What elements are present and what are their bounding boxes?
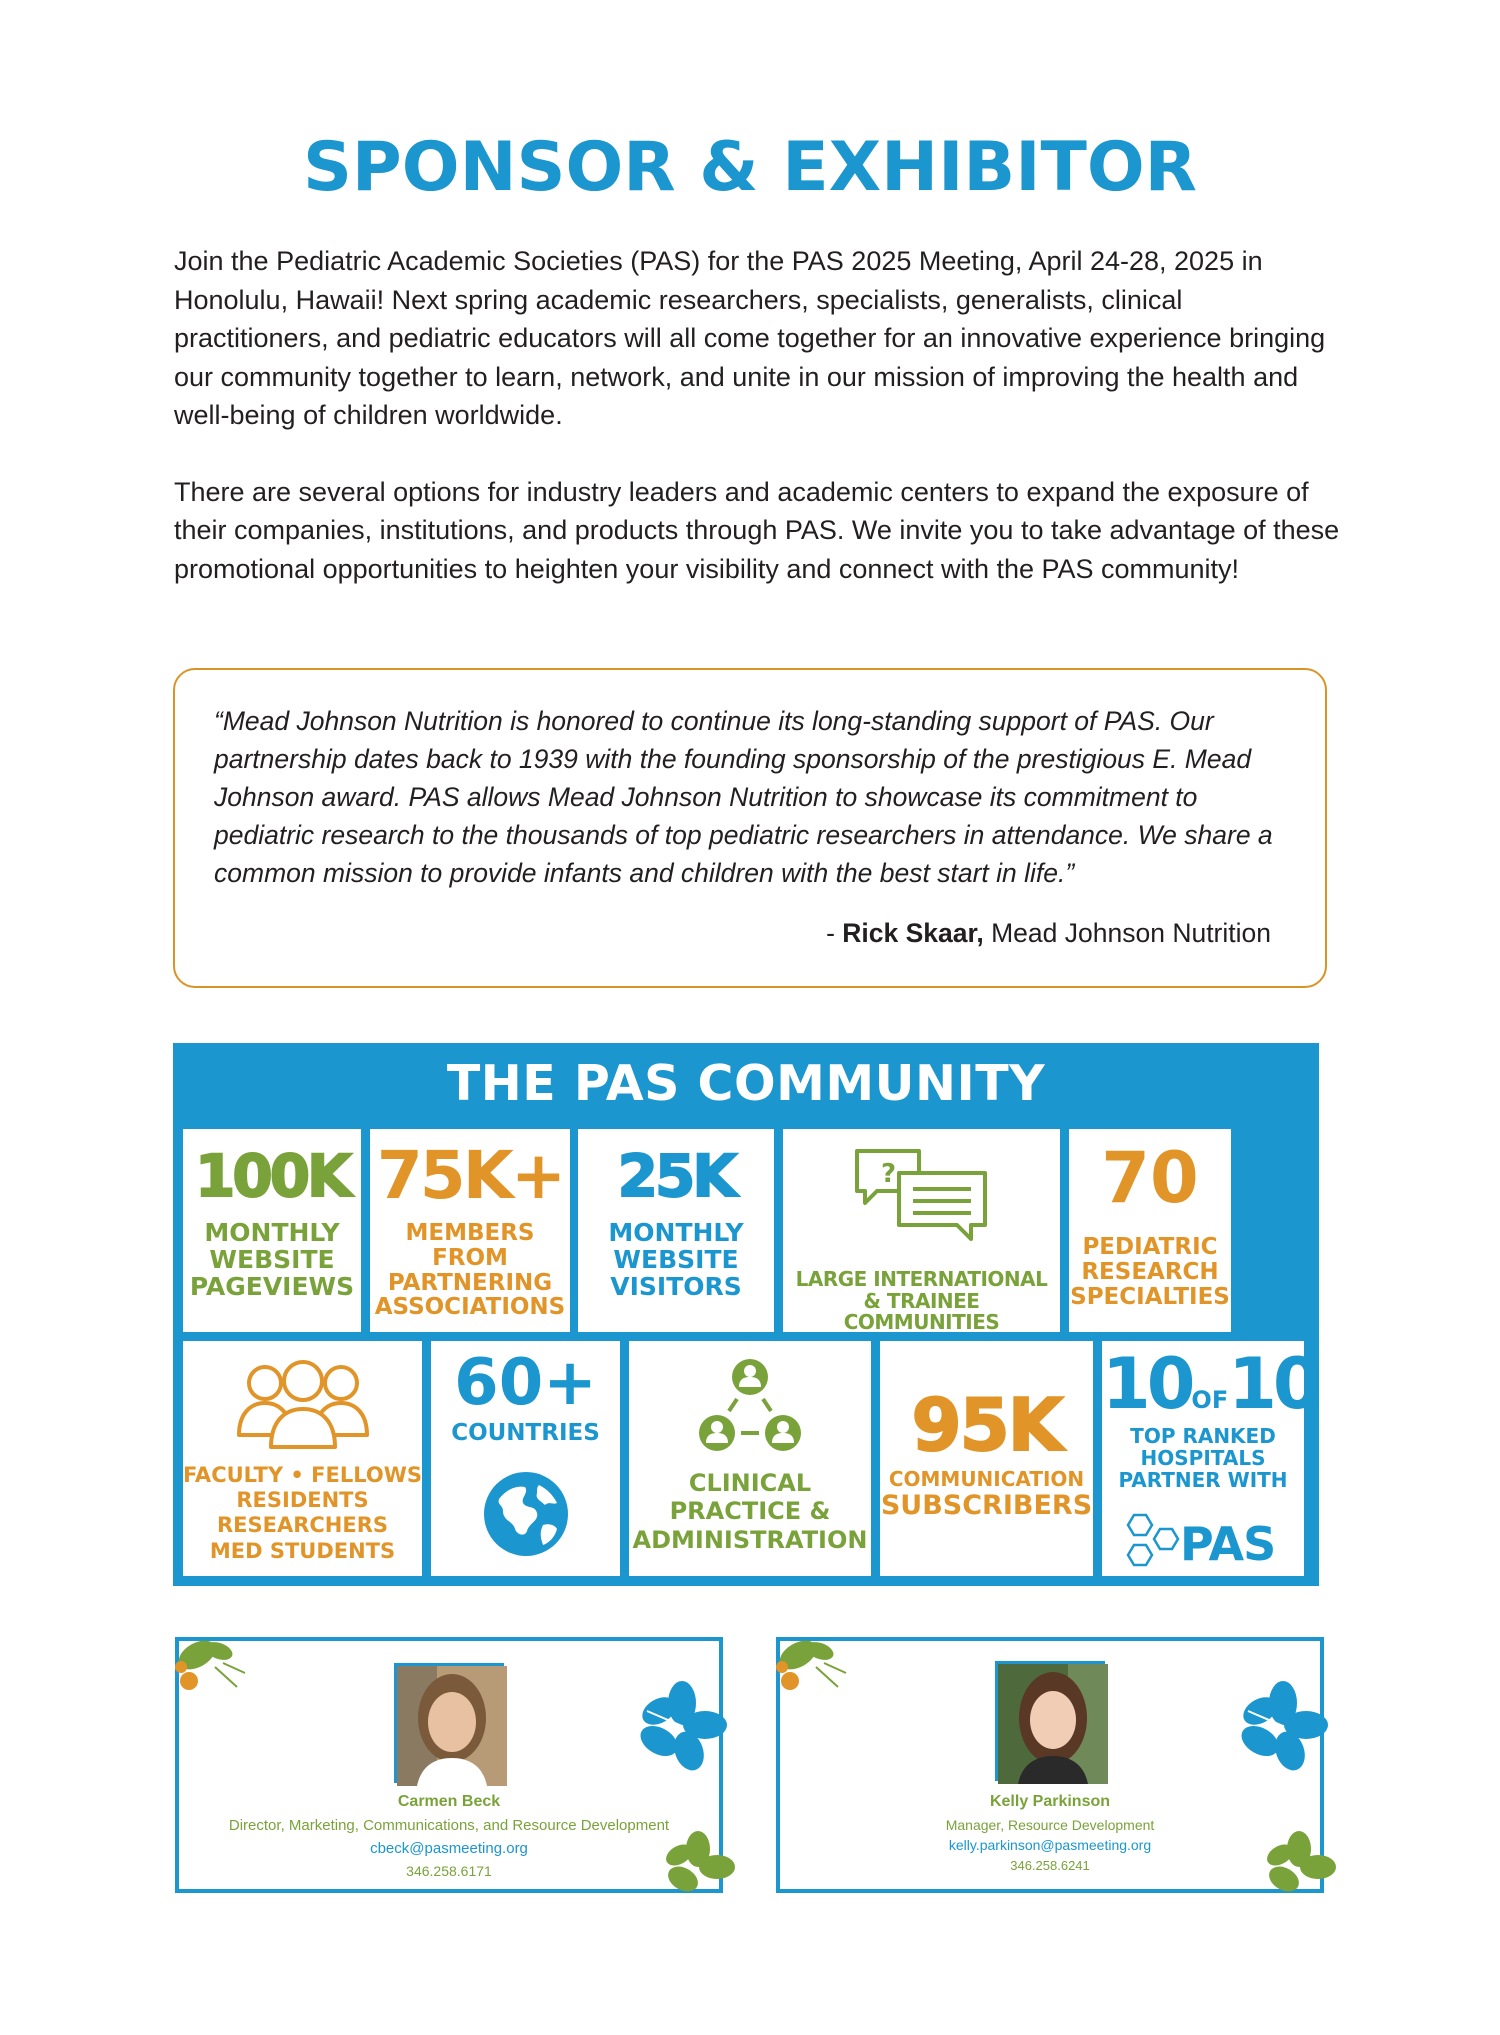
stat-label: LARGE INTERNATIONAL & TRAINEE COMMUNITIES (795, 1267, 1048, 1335)
contact-name: Carmen Beck (397, 1793, 501, 1810)
green-flower-icon (175, 1637, 255, 1707)
blue-hibiscus-icon (1238, 1681, 1328, 1771)
testimonial-quote: “Mead Johnson Nutrition is honored to continue its long-standing support of PAS. Our partnership dates back to 1939 with the founding sponsorship of the prestigious E. Mead Johnson award. PAS allows Mead Johnson Nutrition to showcase its commitment to pediatric research to the thousands of top pediatric researchers in attendance. We share a common mission to provide infants and children with the best start in life.” (214, 706, 1273, 888)
stat-clinical (629, 1341, 871, 1576)
contact-name: Kelly Parkinson (989, 1793, 1111, 1810)
stat-countries (431, 1341, 620, 1576)
stat-value: 25K (617, 1142, 735, 1210)
pas-community-panel (173, 1043, 1319, 1586)
avatar (394, 1663, 504, 1783)
stat-label: COUNTRIES (451, 1420, 600, 1446)
intro-text (174, 242, 1344, 626)
avatar (995, 1661, 1105, 1781)
stat-label: FACULTY • FELLOWS RESIDENTS RESEARCHERS MED STUDENTS (183, 1463, 422, 1563)
stat-value: 95K (911, 1383, 1062, 1467)
svg-text:?: ? (881, 1159, 897, 1189)
hexagon-icon (1120, 1513, 1180, 1569)
stat-value: 60+ (454, 1346, 597, 1420)
chat-bubbles-icon (851, 1145, 991, 1245)
people-group-icon (233, 1355, 373, 1455)
intro-paragraph: There are several options for industry leaders and academic centers to expand the exposure of their companies, institutions, and products through PAS. We invite you to take advantage of these promotional opportunities to heighten your visibility and connect with the PAS community! (174, 476, 1340, 584)
green-flower-icon (776, 1637, 856, 1707)
pas-logo: PAS (1180, 1517, 1276, 1571)
testimonial-attribution (826, 918, 1271, 949)
stat-specialties (1069, 1129, 1231, 1332)
stat-hospitals (1102, 1341, 1318, 1576)
contact-role: Director, Marketing, Communications, and Resource Development (228, 1817, 670, 1834)
page-title: SPONSOR & EXHIBITOR (302, 128, 1198, 207)
stat-label: MEMBERS FROM PARTNERING ASSOCIATIONS (374, 1220, 566, 1321)
stat-label: COMMUNICATION SUBSCRIBERS (880, 1467, 1093, 1521)
stat-value: 10OF10 (1102, 1343, 1318, 1425)
stat-label: MONTHLY WEBSITE VISITORS (608, 1218, 744, 1301)
stat-pageviews (183, 1129, 361, 1332)
stat-value: 70 (1101, 1137, 1199, 1219)
stat-label: TOP RANKED HOSPITALS PARTNER WITH (1118, 1424, 1288, 1492)
contact-email[interactable]: cbeck@pasmeeting.org (370, 1840, 528, 1857)
contact-phone: 346.258.6171 (406, 1863, 492, 1879)
stat-visitors (578, 1129, 774, 1332)
community-title: THE PAS COMMUNITY (446, 1055, 1046, 1112)
intro-paragraph: Join the Pediatric Academic Societies (PAS) for the PAS 2025 Meeting, April 24-28, 2025 in Honolulu, Hawaii! Next spring academic researchers, specialists, generalists, clinical practitioners, and pediatric educators will all come together for an innovative experience bringing our community together to learn, network, and unite in our mission of improving the health and well-being of children worldwide. (174, 246, 1326, 430)
blue-hibiscus-icon (637, 1681, 727, 1771)
stat-members (370, 1129, 570, 1332)
contact-role: Manager, Resource Development (945, 1817, 1155, 1833)
contact-card (175, 1637, 723, 1893)
globe-icon (481, 1469, 571, 1559)
stat-label: CLINICAL PRACTICE & ADMINISTRATION (632, 1469, 868, 1554)
stat-subscribers (880, 1341, 1093, 1576)
stat-communities (783, 1129, 1060, 1335)
stat-value: 100K (194, 1142, 349, 1210)
attribution-prefix: - (826, 918, 843, 948)
contact-phone: 346.258.6241 (1010, 1858, 1090, 1873)
contact-card (776, 1637, 1324, 1893)
stat-label: PEDIATRIC RESEARCH SPECIALTIES (1070, 1234, 1230, 1310)
stat-value: 75K+ (376, 1137, 564, 1214)
testimonial-box (173, 668, 1327, 988)
contact-email[interactable]: kelly.parkinson@pasmeeting.org (948, 1837, 1152, 1853)
stat-label: MONTHLY WEBSITE PAGEVIEWS (189, 1218, 355, 1301)
testimonial-organization: Mead Johnson Nutrition (983, 918, 1271, 948)
stat-audience (183, 1341, 422, 1576)
testimonial-author: Rick Skaar, (842, 918, 984, 948)
network-people-icon (695, 1355, 805, 1455)
